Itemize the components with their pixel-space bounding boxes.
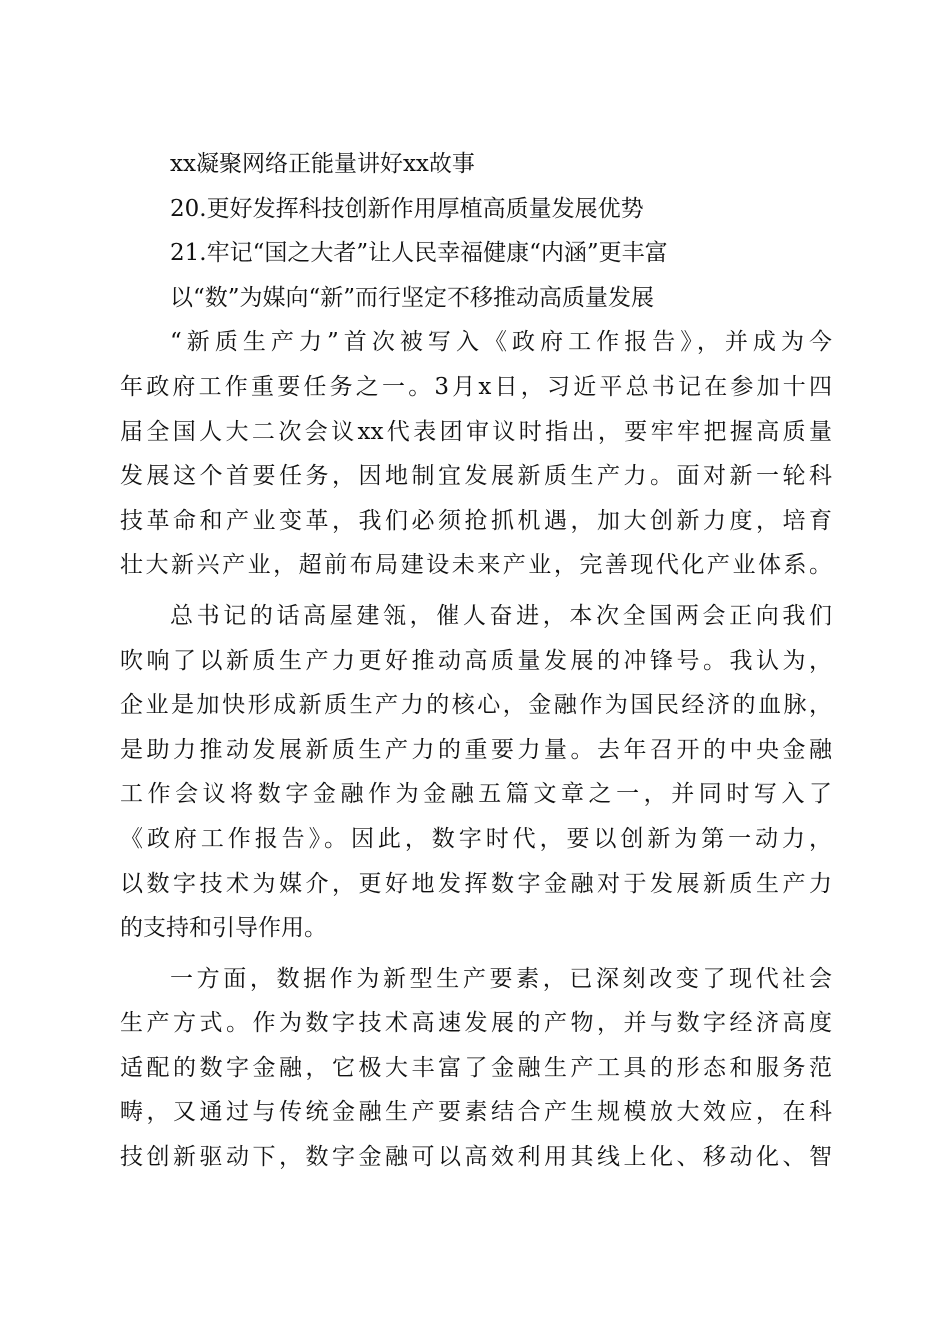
paragraph-line: 发展这个首要任务，因地制宜发展新质生产力。面对新一轮科 [120, 463, 832, 490]
paragraph-line: 生产方式。作为数字技术高速发展的产物，并与数字经济高度 [120, 1010, 832, 1037]
title-line: 以“数”为媒向“新”而行坚定不移推动高质量发展 [170, 284, 655, 311]
paragraph-line: “新质生产力”首次被写入《政府工作报告》，并成为今 [170, 329, 832, 356]
paragraph-line: 壮大新兴产业，超前布局建设未来产业，完善现代化产业体系。 [120, 552, 832, 579]
paragraph [120, 594, 832, 951]
paragraph-line: 吹响了以新质生产力更好推动高质量发展的冲锋号。我认为， [120, 647, 832, 674]
title-line: 21.牢记“国之大者”让人民幸福健康“内涵”更丰富 [170, 240, 668, 267]
paragraph-line: 是助力推动发展新质生产力的重要力量。去年召开的中央金融 [120, 736, 832, 763]
paragraph-line: 技革命和产业变革，我们必须抢抓机遇，加大创新力度，培育 [120, 507, 832, 534]
paragraph-line: 的支持和引导作用。 [120, 915, 327, 942]
document-body [120, 142, 832, 1180]
paragraph [120, 320, 832, 588]
paragraph-line: 适配的数字金融，它极大丰富了金融生产工具的形态和服务范 [120, 1054, 832, 1081]
title-line: xx凝聚网络正能量讲好xx故事 [170, 151, 475, 177]
paragraph-line: 以数字技术为媒介，更好地发挥数字金融对于发展新质生产力 [120, 870, 832, 897]
paragraph-line: 一方面，数据作为新型生产要素，已深刻改变了现代社会 [170, 965, 832, 992]
paragraph [120, 957, 832, 1180]
paragraph-line: 企业是加快形成新质生产力的核心，金融作为国民经济的血脉， [120, 692, 832, 719]
paragraph-line: 畴，又通过与传统金融生产要素结合产生规模放大效应，在科 [120, 1099, 832, 1126]
title-line: 20.更好发挥科技创新作用厚植高质量发展优势 [170, 195, 644, 222]
paragraph-line: 年政府工作重要任务之一。3月x日，习近平总书记在参加十四 [120, 373, 832, 400]
paragraph-line: 总书记的话高屋建瓴，催人奋进，本次全国两会正向我们 [170, 602, 832, 629]
paragraph-line: 届全国人大二次会议xx代表团审议时指出，要牢牢把握高质量 [120, 418, 832, 445]
paragraph-line: 工作会议将数字金融作为金融五篇文章之一，并同时写入了 [120, 781, 832, 808]
paragraph-line: 《政府工作报告》。因此，数字时代，要以创新为第一动力， [120, 825, 832, 852]
paragraph-line: 技创新驱动下，数字金融可以高效利用其线上化、移动化、智 [120, 1144, 832, 1171]
